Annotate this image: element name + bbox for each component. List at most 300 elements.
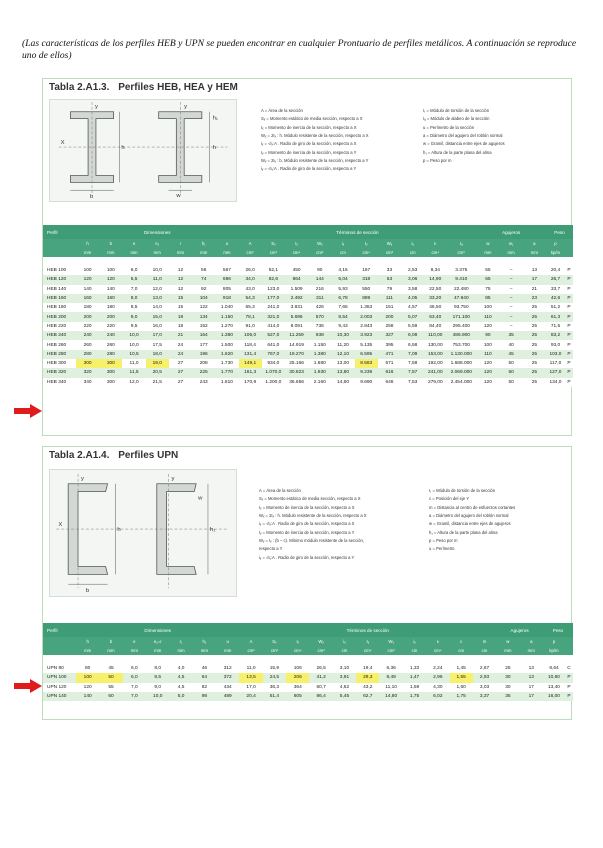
- table-cell: 52,1: [262, 266, 285, 275]
- table-cell: 60: [99, 692, 122, 701]
- column-unit: mm: [169, 646, 192, 655]
- table-cell: 131,4: [239, 350, 262, 359]
- table-cell: 9,34: [424, 266, 446, 275]
- table-cell: 279,00: [424, 378, 446, 387]
- table-cell: 8,54: [331, 312, 354, 321]
- legend-item: Iᵧ = Momento de inercia de la sección, respecto a Y: [259, 529, 355, 535]
- table-cell: 19,4: [356, 664, 379, 673]
- table-cell: 258: [378, 322, 401, 331]
- table-cell: 17,0: [146, 331, 169, 340]
- upn-properties-table: [43, 623, 573, 701]
- table-label: Tabla 2.A1.3.: [49, 82, 110, 93]
- column-symbol: a: [520, 637, 543, 646]
- table-cell: 686: [215, 275, 238, 284]
- table-row: [43, 331, 573, 340]
- table-cell: 208: [192, 359, 215, 368]
- table-cell: 300: [76, 359, 99, 368]
- table-cell: 91,0: [239, 322, 262, 331]
- table-cell: 18,0: [146, 350, 169, 359]
- table-cell: 2,67: [473, 664, 496, 673]
- table-cell: 161,3: [239, 368, 262, 377]
- table-cell: 19.270: [285, 350, 308, 359]
- table-cell: 13,40: [543, 683, 565, 692]
- table-cell: 1.730: [215, 359, 238, 368]
- svg-text:h₁: h₁: [212, 115, 218, 122]
- row-profile-name: HEB 140: [43, 285, 76, 294]
- table-cell: 25: [523, 331, 546, 340]
- table-cell: 471: [378, 350, 401, 359]
- table-cell: 938: [308, 331, 331, 340]
- table-cell: 46,50: [424, 303, 446, 312]
- column-unit: cm⁴: [424, 248, 446, 257]
- column-symbol: h: [76, 239, 99, 248]
- table-cell: 15: [169, 294, 192, 303]
- table-cell: 5,0: [169, 692, 192, 701]
- table-cell: 13: [520, 664, 543, 673]
- table-cell: 1.688.000: [446, 359, 476, 368]
- table-row: [43, 368, 573, 377]
- holes-header: Agujeros: [496, 623, 543, 637]
- table-cell: 486.900: [446, 331, 476, 340]
- table-cell: 11,0: [239, 664, 262, 673]
- table-cell: 2.454.000: [446, 378, 476, 387]
- gap-cell: [43, 257, 573, 266]
- table-cell: 180: [76, 303, 99, 312]
- table-cell: 9.690: [355, 378, 378, 387]
- legend-item: Iₜ = Módulo de torsión de la sección: [429, 488, 496, 493]
- column-symbol: w₁: [500, 239, 523, 248]
- table-cell: 36.656: [285, 378, 308, 387]
- table-cell: 151: [378, 303, 401, 312]
- table-cell: 10,60: [543, 673, 565, 682]
- table-cell: 4,62: [333, 683, 356, 692]
- table-cell: 6,78: [331, 294, 354, 303]
- group-header-row: [43, 623, 573, 637]
- table-cell: 47.940: [446, 294, 476, 303]
- table-cell: 33: [378, 266, 401, 275]
- table-cell: 646: [378, 378, 401, 387]
- table-cell: 10,0: [122, 340, 145, 349]
- table-cell: P: [565, 340, 573, 349]
- table-cell: 25: [523, 378, 546, 387]
- table-cell: 144: [308, 275, 331, 284]
- legend-item: Wₓ = 2Iₓ : h. Módulo resistente de la sección, respecto a X: [259, 513, 367, 519]
- table-cell: 104: [192, 294, 215, 303]
- table-cell: –: [500, 285, 523, 294]
- table-cell: 2.003: [355, 312, 378, 321]
- column-symbol: u: [215, 239, 238, 248]
- table-cell: 80: [76, 664, 99, 673]
- row-profile-name: UPN 100: [43, 673, 76, 682]
- table-cell: 130,00: [424, 340, 446, 349]
- row-profile-name: HEB 260: [43, 340, 76, 349]
- column-unit: mm: [193, 646, 216, 655]
- table-cell: 9.410: [446, 275, 476, 284]
- column-symbol: w: [496, 637, 519, 646]
- row-profile-name: HEB 340: [43, 378, 76, 387]
- table-cell: 8.091: [285, 322, 308, 331]
- column-unit: mm: [476, 248, 499, 257]
- table-cell: 100: [99, 266, 122, 275]
- column-symbol: Wᵧ: [379, 637, 402, 646]
- table-cell: 40: [500, 340, 523, 349]
- table-cell: 7,66: [331, 303, 354, 312]
- column-unit: mm: [146, 646, 169, 655]
- legend-item: Wₓ = 2Iₓ : h. Módulo resistente de la sección, respecto a X: [261, 133, 369, 139]
- table-cell: 9,0: [122, 312, 145, 321]
- table-cell: 27: [169, 368, 192, 377]
- column-unit: cm⁴: [356, 646, 379, 655]
- table-cell: 13,5: [239, 673, 262, 682]
- column-unit: mm: [169, 248, 192, 257]
- table-cell: 63,40: [424, 312, 446, 321]
- table-cell: 24,5: [263, 673, 286, 682]
- table-cell: 243: [192, 378, 215, 387]
- table-row: [43, 294, 573, 303]
- table-cell: 27: [169, 378, 192, 387]
- table-cell: 527,0: [262, 331, 285, 340]
- table-cell: 434: [216, 683, 239, 692]
- table-cell: 934,0: [262, 359, 285, 368]
- column-unit: mm: [76, 646, 99, 655]
- column-spacer: [565, 248, 573, 257]
- table-cell: 364: [286, 683, 309, 692]
- table-cell: 33,7: [546, 285, 565, 294]
- column-unit: cm²: [239, 248, 262, 257]
- table-cell: 11.259: [285, 331, 308, 340]
- table-title: [49, 450, 178, 461]
- table-cell: 8,0: [122, 294, 145, 303]
- table-cell: 43,2: [356, 683, 379, 692]
- table-cell: 12,0: [146, 285, 169, 294]
- table-cell: 170,9: [239, 378, 262, 387]
- table-cell: 51,2: [546, 303, 565, 312]
- table-cell: 7,0: [123, 683, 146, 692]
- table-cell: 9.239: [355, 368, 378, 377]
- table-cell: 9,5: [122, 322, 145, 331]
- table-cell: 1.810: [215, 378, 238, 387]
- legend-item: iₓ = √Iₓ:A . Radio de giro de la sección, respecto a X: [259, 521, 355, 527]
- table-cell: P: [565, 285, 573, 294]
- table-cell: 10,30: [331, 331, 354, 340]
- table-cell: 1.500: [215, 340, 238, 349]
- legend-item: a = Diámetro del agujero del roblón normal: [429, 513, 509, 519]
- column-symbol: Iₐ: [446, 239, 476, 248]
- table-cell: 50: [99, 673, 122, 682]
- table-cell: 192,00: [424, 359, 446, 368]
- column-symbol: A: [239, 637, 262, 646]
- column-symbol: iₓ: [331, 239, 354, 248]
- table-cell: 1.363: [355, 303, 378, 312]
- table-cell: 11,0: [122, 359, 145, 368]
- table-cell: 30: [496, 683, 519, 692]
- table-cell: 1.040: [215, 303, 238, 312]
- table-cell: –: [500, 266, 523, 275]
- legend-right: [423, 107, 505, 165]
- cut-off-fade: [43, 429, 571, 435]
- table-cell: 340: [76, 378, 99, 387]
- row-profile-name: UPN 140: [43, 692, 76, 701]
- table-cell: 7,09: [401, 350, 424, 359]
- table-cell: 25: [523, 368, 546, 377]
- table-cell: 53: [378, 275, 401, 284]
- table-cell: 34,0: [239, 275, 262, 284]
- table-cell: 140: [76, 692, 99, 701]
- svg-text:h₁: h₁: [209, 527, 216, 534]
- table-cell: 1.150: [215, 312, 238, 321]
- red-arrow-icon: [14, 679, 42, 693]
- table-cell: 43,0: [239, 285, 262, 294]
- table-cell: 1.200,0: [262, 378, 285, 387]
- table-cell: 50: [500, 368, 523, 377]
- dimensions-header: Dimensiones: [76, 623, 239, 637]
- column-unit: cm³: [262, 248, 285, 257]
- svg-text:b: b: [85, 588, 90, 595]
- table-cell: 51,4: [263, 692, 286, 701]
- table-cell: 2.492: [285, 294, 308, 303]
- table-row: [43, 312, 573, 321]
- table-cell: 6,0: [122, 266, 145, 275]
- legend-right: [429, 487, 515, 554]
- table-cell: 280: [99, 350, 122, 359]
- table-cell: 11,5: [122, 368, 145, 377]
- table-cell: 2,53: [401, 266, 424, 275]
- table-cell: 120: [99, 275, 122, 284]
- table-cell: 196: [192, 350, 215, 359]
- row-profile-name: HEB 320: [43, 368, 76, 377]
- table-cell: P: [565, 692, 573, 701]
- table-cell: 180: [99, 303, 122, 312]
- table-cell: 14,0: [146, 303, 169, 312]
- svg-text:y: y: [80, 475, 84, 482]
- table-cell: 12: [169, 275, 192, 284]
- gap-cell: [43, 655, 573, 664]
- table-cell: 570: [308, 312, 331, 321]
- table-cell: 1.770: [215, 368, 238, 377]
- table-row: [43, 322, 573, 331]
- unit-header-row: [43, 248, 573, 257]
- table-cell: 5,04: [331, 275, 354, 284]
- table-cell: 2.843: [355, 322, 378, 331]
- table-cell: P: [565, 378, 573, 387]
- table-cell: 8,0: [146, 664, 169, 673]
- column-spacer: [43, 637, 76, 646]
- table-cell: 280: [76, 350, 99, 359]
- table-cell: 1,55: [450, 673, 473, 682]
- legend-item: iₓ = √Iₓ:A . Radio de giro de la sección, respecto a X: [261, 141, 357, 147]
- table-cell: 127,0: [546, 368, 565, 377]
- table-cell: 25: [523, 359, 546, 368]
- table-cell: 7,0: [123, 692, 146, 701]
- table-cell: P: [565, 368, 573, 377]
- table-cell: P: [565, 673, 573, 682]
- column-symbol: u: [216, 637, 239, 646]
- header-gap: [43, 655, 573, 664]
- table-cell: 12: [169, 285, 192, 294]
- table-cell: 10,5: [122, 350, 145, 359]
- table-cell: 767,0: [262, 350, 285, 359]
- legend-item: A = Área de la sección: [259, 488, 301, 493]
- table-cell: 71,5: [546, 322, 565, 331]
- table-cell: 6,02: [426, 692, 449, 701]
- table-cell: 17: [520, 683, 543, 692]
- table-cell: 25: [523, 340, 546, 349]
- table-cell: 1,45: [450, 664, 473, 673]
- table-cell: –: [500, 275, 523, 284]
- table-cell: 21: [523, 285, 546, 294]
- table-cell: 6,08: [401, 331, 424, 340]
- upn-section-drawing: [49, 469, 237, 597]
- table-cell: 82,6: [262, 275, 285, 284]
- legend-item: Wᵧ = 2Iᵧ : b. Módulo resistente de la sección, respecto a Y: [261, 158, 369, 164]
- section-terms-header: Términos de sección: [239, 225, 477, 239]
- table-cell: 82: [193, 683, 216, 692]
- table-cell: 17,5: [146, 340, 169, 349]
- legend-item: h₁ = Altura de la parte plana del alma: [423, 149, 492, 155]
- table-cell: 641,0: [262, 340, 285, 349]
- table-cell: 110,00: [424, 331, 446, 340]
- legend-item: Wᵧ = Iᵧ : (b – c). Mínimo módulo resistente de la sección,: [259, 538, 364, 544]
- heb-section-drawing: [49, 99, 237, 202]
- table-cell: 15,0: [146, 312, 169, 321]
- column-unit: mm: [192, 248, 215, 257]
- table-cell: 10,0: [122, 331, 145, 340]
- symbol-header-row: [43, 637, 573, 646]
- table-title: [49, 82, 238, 93]
- table-cell: 18: [169, 312, 192, 321]
- legend-item: Sₓ = Momento estático de media sección, respecto a X: [259, 496, 361, 502]
- legend-item: Iₐ = Módulo de alabeo de la sección: [423, 116, 490, 122]
- table-cell: 46: [193, 664, 216, 673]
- table-cell: 414,0: [262, 322, 285, 331]
- column-unit: cm⁴: [286, 646, 309, 655]
- table-cell: 12,10: [331, 350, 354, 359]
- row-profile-name: HEB 200: [43, 312, 76, 321]
- column-unit: mm: [216, 646, 239, 655]
- table-cell: 1,47: [403, 673, 426, 682]
- legend-item: Iₜ = Módulo de torsión de la sección: [423, 108, 490, 113]
- table-cell: 372: [216, 673, 239, 682]
- table-label: Tabla 2.A1.4.: [49, 450, 110, 461]
- table-cell: 152: [192, 322, 215, 331]
- table-cell: 50: [500, 359, 523, 368]
- row-profile-name: UPN 120: [43, 683, 76, 692]
- column-spacer: [43, 248, 76, 257]
- table-cell: 567: [215, 266, 238, 275]
- column-symbol: Iᵧ: [356, 637, 379, 646]
- table-cell: 450: [285, 266, 308, 275]
- table-cell: P: [565, 331, 573, 340]
- column-symbol: e₁: [146, 239, 169, 248]
- table-cell: 24: [169, 350, 192, 359]
- table-cell: 29,3: [356, 673, 379, 682]
- table-cell: 160: [99, 294, 122, 303]
- dimensions-header: Dimensiones: [76, 225, 239, 239]
- table-cell: 20,4: [546, 266, 565, 275]
- table-cell: 1.150: [308, 340, 331, 349]
- table-cell: 5.696: [285, 312, 308, 321]
- table-cell: 78,1: [239, 312, 262, 321]
- table-cell: 1.380: [215, 331, 238, 340]
- table-cell: 14.919: [285, 340, 308, 349]
- table-cell: 64: [193, 673, 216, 682]
- table-cell: 50: [500, 378, 523, 387]
- table-cell: P: [565, 683, 573, 692]
- legend-item: A = Área de la sección: [261, 108, 303, 113]
- table-cell: 3,10: [333, 664, 356, 673]
- table-row: [43, 692, 573, 701]
- table-cell: 27: [169, 359, 192, 368]
- table-cell: 17: [523, 275, 546, 284]
- table-cell: 167: [355, 266, 378, 275]
- table-row: [43, 350, 573, 359]
- table-cell: 7,0: [122, 285, 145, 294]
- table-cell: 93,0: [546, 340, 565, 349]
- column-unit: mm: [123, 646, 146, 655]
- table-cell: 30: [496, 673, 519, 682]
- table-cell: 100: [476, 340, 499, 349]
- table-cell: 13,80: [331, 368, 354, 377]
- table-cell: 1,75: [403, 692, 426, 701]
- table-cell: 19,0: [146, 359, 169, 368]
- legend-item: h₁ = Altura de la parte plana del alma: [429, 529, 498, 535]
- column-unit: cm⁴: [355, 248, 378, 257]
- table-cell: 216: [308, 285, 331, 294]
- column-symbol: Wₓ: [308, 239, 331, 248]
- table-cell: 106,0: [239, 331, 262, 340]
- table-cell: 918: [215, 294, 238, 303]
- column-unit: cm³: [378, 248, 401, 257]
- column-unit: cm³: [309, 646, 332, 655]
- column-symbol: Sₓ: [262, 239, 285, 248]
- legend-item: Iₓ = Momento de inercia de la sección, respecto a X: [261, 124, 357, 130]
- table-cell: 200: [99, 312, 122, 321]
- table-cell: 241,0: [262, 303, 285, 312]
- legend-item: c = Posición del eje Y: [429, 496, 470, 502]
- section-terms-header: Términos de sección: [239, 623, 496, 637]
- svg-text:w: w: [198, 495, 203, 502]
- table-cell: P: [565, 359, 573, 368]
- svg-text:w: w: [176, 193, 181, 200]
- symbol-header-row: [43, 239, 573, 248]
- table-cell: 54,3: [239, 294, 262, 303]
- column-symbol: e: [123, 637, 146, 646]
- column-symbol: e: [122, 239, 145, 248]
- column-unit: cm: [473, 646, 496, 655]
- table-cell: 300: [99, 368, 122, 377]
- legend-item: Iᵧ = Momento de inercia de la sección, respecto a Y: [261, 149, 357, 155]
- column-unit: mm: [146, 248, 169, 257]
- table-cell: –: [500, 294, 523, 303]
- table-cell: 160: [76, 294, 99, 303]
- table-cell: 571: [378, 359, 401, 368]
- table-cell: 7,57: [401, 368, 424, 377]
- table-cell: 16,00: [543, 692, 565, 701]
- table-cell: 10,0: [146, 692, 169, 701]
- column-symbol: h₁: [193, 637, 216, 646]
- table-cell: 12: [169, 266, 192, 275]
- table-cell: P: [565, 266, 573, 275]
- legend-item: p = Peso por m: [423, 158, 452, 164]
- table-cell: 65: [476, 275, 499, 284]
- table-cell: 24: [169, 340, 192, 349]
- table-cell: –: [500, 322, 523, 331]
- table-cell: 11,20: [331, 340, 354, 349]
- table-cell: 6,0: [123, 673, 146, 682]
- column-symbol: m: [473, 637, 496, 646]
- column-unit: mm: [76, 248, 99, 257]
- table-cell: 177: [192, 340, 215, 349]
